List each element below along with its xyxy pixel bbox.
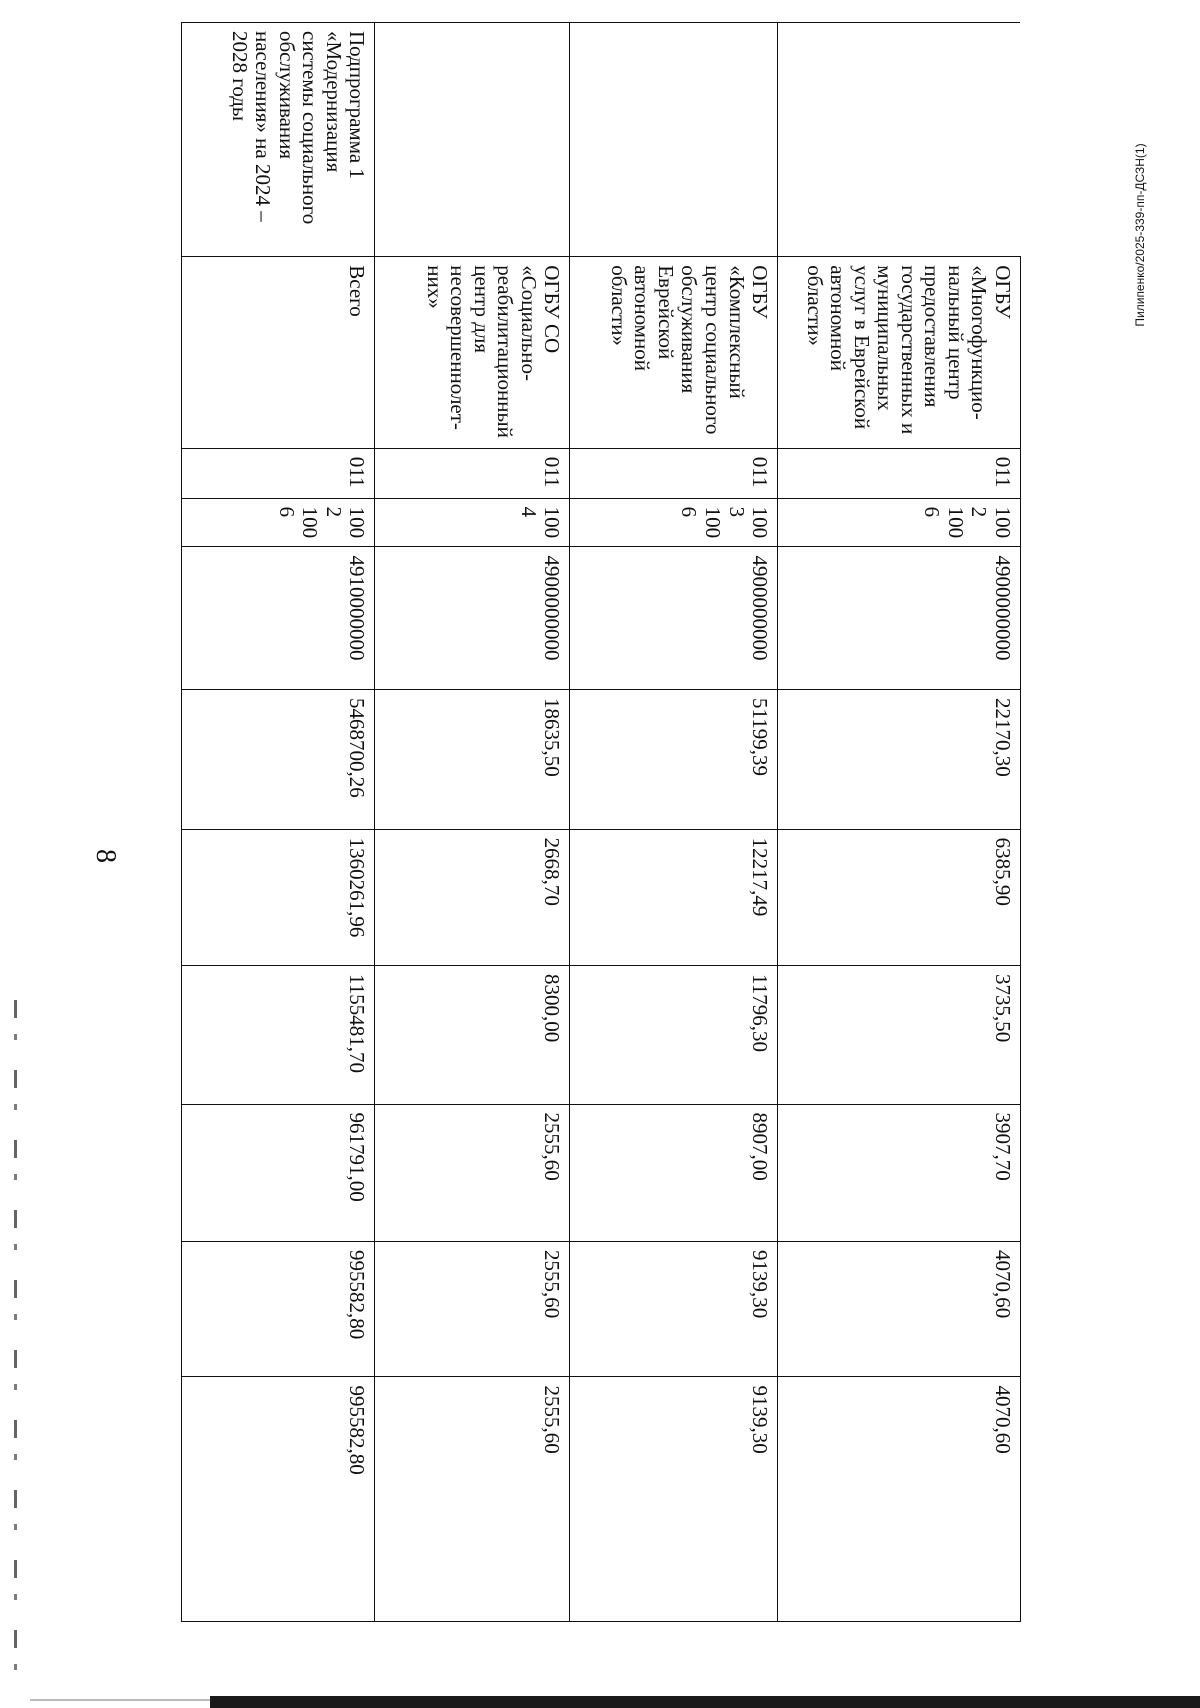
cell-rzpr: 1004: [375, 498, 570, 547]
cell-csr: 4900000000: [570, 547, 778, 690]
cell-value-1: 51199,39: [570, 690, 778, 830]
cell-value-4: 8907,00: [570, 1104, 778, 1241]
cell-grbs: 011: [182, 448, 375, 498]
table-container: [181, 22, 1021, 1622]
cell-value-4: 961791,00: [182, 1104, 375, 1241]
cell-value-3: 3735,50: [778, 966, 1021, 1105]
cell-value-5: 2555,60: [375, 1242, 570, 1377]
cell-csr: 4900000000: [375, 547, 570, 690]
table-row: [570, 23, 778, 1622]
cell-program: [570, 23, 778, 257]
page-number: 8: [90, 849, 121, 863]
cell-value-6: 4070,60: [778, 1377, 1021, 1622]
budget-table: [181, 22, 1021, 1622]
cell-value-4: 3907,70: [778, 1104, 1021, 1241]
cell-grbs: 011: [778, 448, 1021, 498]
scan-artifact-bottom-edge: [210, 1696, 1200, 1708]
cell-value-1: 18635,50: [375, 690, 570, 830]
cell-name: ОГБУ СО «Социально-реабилитационный центр для несовершеннолет-них»: [375, 257, 570, 448]
table-row: [375, 23, 570, 1622]
cell-value-6: 995582,80: [182, 1377, 375, 1622]
cell-value-5: 4070,60: [778, 1242, 1021, 1377]
scan-artifact-left-edge: [14, 1000, 17, 1700]
cell-value-2: 2668,70: [375, 829, 570, 965]
table-row: [182, 23, 375, 1622]
cell-value-5: 995582,80: [182, 1242, 375, 1377]
cell-rzpr: 1002 1006: [778, 498, 1021, 547]
cell-value-2: 6385,90: [778, 829, 1021, 965]
cell-value-2: 1360261,96: [182, 829, 375, 965]
cell-rzpr: 1002 1006: [182, 498, 375, 547]
cell-value-1: 22170,30: [778, 690, 1021, 830]
cell-name: ОГБУ «Комплексный центр социального обслуживания Еврейской автономной области»: [570, 257, 778, 448]
cell-value-3: 11796,30: [570, 966, 778, 1105]
cell-program: [778, 23, 1021, 257]
document-code: Пилипенко/2025-339-пп-ДСЗН(1): [1133, 143, 1147, 327]
cell-value-1: 5468700,26: [182, 690, 375, 830]
cell-program: [375, 23, 570, 257]
cell-value-2: 12217,49: [570, 829, 778, 965]
cell-value-4: 2555,60: [375, 1104, 570, 1241]
cell-value-6: 9139,30: [570, 1377, 778, 1622]
cell-value-3: 1155481,70: [182, 966, 375, 1105]
scan-artifact-bottom-thin: [30, 1699, 210, 1701]
cell-name: Всего: [182, 257, 375, 448]
cell-value-5: 9139,30: [570, 1242, 778, 1377]
cell-value-6: 2555,60: [375, 1377, 570, 1622]
cell-grbs: 011: [375, 448, 570, 498]
cell-value-3: 8300,00: [375, 966, 570, 1105]
rotated-table: [181, 22, 1021, 1622]
cell-csr: 4910000000: [182, 547, 375, 690]
cell-rzpr: 1003 1006: [570, 498, 778, 547]
cell-name: ОГБУ «Многофункцио-нальный центр предоставления государственных и муниципальных услуг в Еврейской автономной области»: [778, 257, 1021, 448]
table-row: [778, 23, 1021, 1622]
cell-grbs: 011: [570, 448, 778, 498]
cell-csr: 4900000000: [778, 547, 1021, 690]
cell-program: Подпрограмма 1 «Модернизация системы социального обслуживания населения» на 2024 – 2028 годы: [182, 23, 375, 257]
